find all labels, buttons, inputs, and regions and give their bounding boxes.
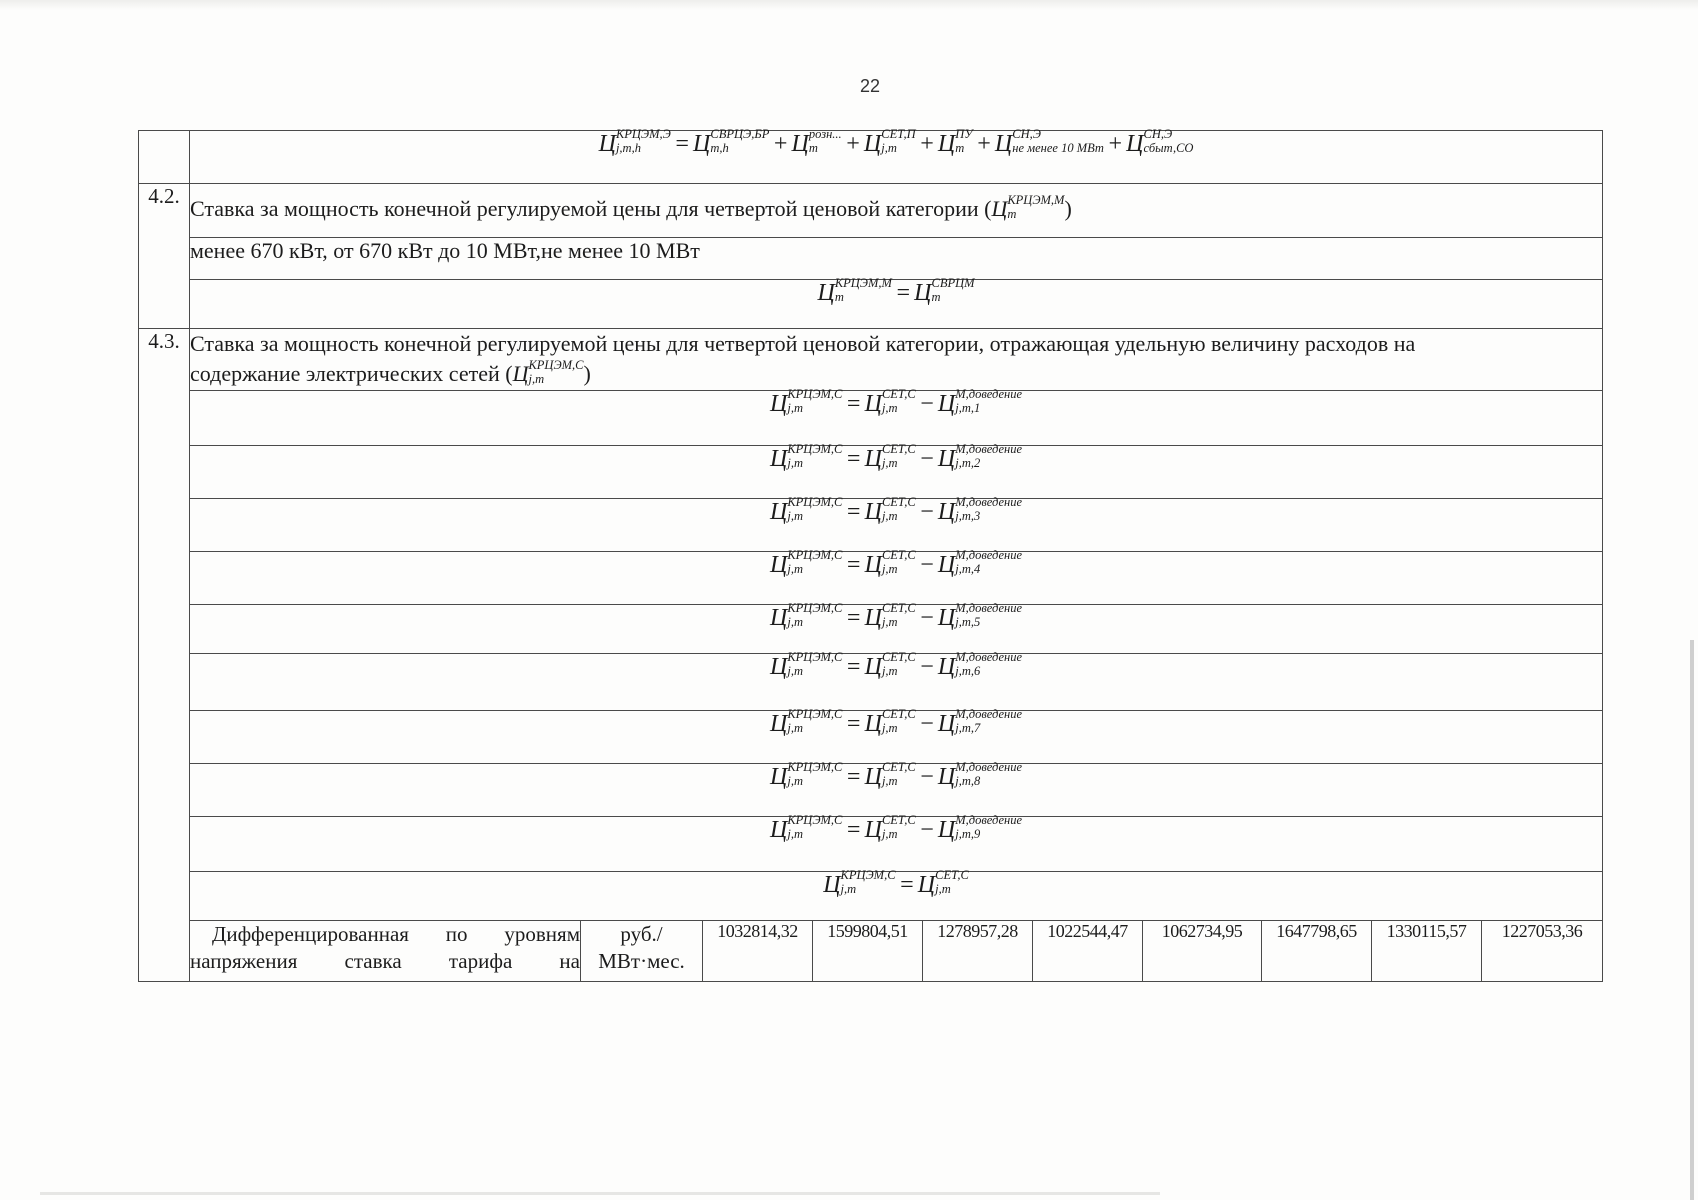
symbol-subscript: m,h: [710, 141, 729, 156]
tariff-value: 1022544,47: [1033, 920, 1143, 981]
symbol-superscript: КРЦЭМ,С: [787, 387, 843, 402]
table-row: [139, 445, 1603, 498]
symbol-scripts: [882, 548, 916, 576]
formula-symbol: [937, 650, 1023, 680]
symbol-superscript: СЕТ,С: [881, 601, 916, 616]
symbol-subscript: m: [834, 290, 844, 305]
symbol-scripts: [787, 548, 842, 576]
symbol-scripts: [616, 127, 671, 155]
formula-operator: −: [918, 390, 935, 417]
symbol-superscript: КРЦЭМ,М: [1007, 192, 1065, 207]
scan-right-edge: [1690, 640, 1694, 1200]
symbol-base: Ц: [991, 196, 1008, 221]
symbol-superscript: КРЦЭМ,Э: [615, 127, 671, 142]
section-heading-line2: содержание электрических сетей (: [190, 361, 513, 386]
symbol-base: Ц: [937, 498, 956, 525]
symbol-subscript: j,m,3: [955, 509, 981, 524]
formula-operator: −: [918, 604, 935, 631]
symbol-scripts: [955, 387, 1022, 415]
symbol-base: Ц: [994, 131, 1013, 157]
formula-operator: +: [844, 131, 861, 157]
formula-symbol: [770, 707, 843, 737]
symbol-subscript: j,m: [787, 562, 803, 577]
symbol-scripts: [955, 650, 1022, 678]
table-body: [139, 127, 1603, 982]
symbol-superscript: КРЦЭМ,С: [787, 495, 843, 510]
formula-symbol: [864, 813, 916, 843]
symbol-base: Ц: [770, 763, 788, 790]
symbol-subscript: j,m,h: [615, 141, 641, 156]
scan-top-edge: [0, 0, 1698, 10]
description-word: напряжения: [190, 948, 298, 973]
formula-operator: =: [845, 816, 862, 843]
symbol-superscript: КРЦЭМ,С: [787, 813, 843, 828]
formula-symbol: [864, 601, 916, 631]
description-line: [190, 921, 580, 948]
formula-symbol: [991, 192, 1065, 221]
symbol-scripts: [787, 387, 842, 415]
formula-operator: +: [772, 131, 789, 157]
symbol-scripts: [882, 650, 916, 678]
symbol-subscript: j,m,7: [955, 721, 981, 736]
symbol-base: Ц: [598, 131, 616, 157]
symbol-base: Ц: [937, 816, 956, 843]
symbol-scripts: [955, 495, 1022, 523]
symbol-superscript: М,доведение: [955, 548, 1023, 563]
formula-cell: [190, 813, 1603, 871]
table-row: [139, 871, 1603, 920]
formula-operator: =: [845, 763, 862, 790]
section-heading-close: ): [1064, 196, 1072, 221]
formula-symbol: [1126, 127, 1194, 157]
symbol-subscript: j,m: [881, 562, 898, 577]
table-row: [139, 184, 1603, 238]
symbol-superscript: СН,Э: [1012, 127, 1041, 142]
symbol-superscript: КРЦЭМ,С: [787, 760, 843, 775]
table-row: [139, 238, 1603, 280]
symbol-base: Ц: [791, 131, 809, 157]
formula-symbol: [770, 387, 843, 417]
symbol-base: Ц: [864, 445, 882, 472]
symbol-subscript: m: [808, 141, 818, 156]
formula-symbol: [864, 760, 916, 790]
symbol-superscript: КРЦЭМ,С: [787, 650, 843, 665]
symbol-subscript: j,m: [881, 141, 897, 156]
symbol-scripts: [955, 442, 1022, 470]
description-line: [190, 948, 580, 975]
row-number-empty: [139, 131, 190, 184]
formula-operator: −: [918, 551, 935, 578]
symbol-scripts: [787, 601, 842, 629]
formula-operator: +: [1106, 131, 1124, 157]
symbol-superscript: СЕТ,С: [881, 548, 916, 563]
tariff-value: 1330115,57: [1372, 920, 1482, 981]
formula-symbol: [693, 127, 770, 157]
symbol-scripts: [787, 442, 842, 470]
symbol-subscript: m: [955, 141, 965, 156]
formula-operator: +: [918, 131, 935, 157]
formula-operator: =: [845, 445, 862, 472]
formula-operator: −: [918, 653, 935, 680]
symbol-scripts: [787, 813, 842, 841]
symbol-subscript: j,m,6: [955, 664, 981, 679]
symbol-subscript: j,m: [881, 401, 898, 416]
symbol-scripts: [955, 760, 1022, 788]
description-word: тарифа: [448, 948, 513, 973]
formula-symbol: [864, 442, 916, 472]
formula-symbol: [937, 813, 1023, 843]
symbol-subscript: m: [1007, 206, 1017, 221]
symbol-scripts: [710, 127, 769, 155]
table-row: [139, 920, 1603, 981]
symbol-base: Ц: [864, 604, 882, 631]
symbol-superscript: СЕТ,С: [881, 442, 916, 457]
description-word: на: [559, 948, 580, 973]
symbol-superscript: СЕТ,П: [881, 127, 916, 142]
symbol-subscript: j,m,1: [955, 401, 981, 416]
formula-cell: [190, 548, 1603, 604]
formula-operator: =: [845, 710, 862, 737]
symbol-base: Ц: [917, 871, 936, 898]
formula-operator: =: [894, 280, 912, 306]
symbol-subscript: j,m,8: [955, 774, 981, 789]
symbol-subscript: j,m: [881, 509, 898, 524]
symbol-base: Ц: [864, 816, 882, 843]
symbol-base: Ц: [937, 390, 956, 417]
symbol-scripts: [809, 127, 842, 155]
symbol-scripts: [841, 868, 896, 896]
symbol-superscript: ПУ: [955, 127, 973, 142]
tariff-value: 1599804,51: [813, 920, 923, 981]
symbol-superscript: КРЦЭМ,С: [787, 601, 843, 616]
formula-operator: =: [845, 390, 862, 417]
symbol-superscript: СЕТ,С: [935, 868, 969, 883]
symbol-subscript: j,m,5: [955, 615, 981, 630]
symbol-scripts: [881, 127, 915, 155]
formula-symbol: [598, 127, 671, 157]
formula-operator: +: [975, 131, 992, 157]
symbol-base: Ц: [937, 653, 956, 680]
symbol-base: Ц: [864, 498, 882, 525]
formula-symbol: [864, 707, 916, 737]
symbol-scripts: [935, 868, 969, 896]
symbol-scripts: [787, 760, 842, 788]
formula-operator: −: [918, 763, 935, 790]
symbol-scripts: [882, 760, 916, 788]
formula-operator: −: [918, 445, 935, 472]
formula-symbol: [937, 707, 1023, 737]
table-row: [139, 604, 1603, 653]
symbol-base: Ц: [770, 445, 788, 472]
formula-symbol: [770, 495, 843, 525]
formula-symbol: [770, 442, 843, 472]
formula-symbol: [914, 276, 975, 306]
symbol-subscript: j,m: [787, 401, 803, 416]
symbol-subscript: j,m: [840, 882, 857, 897]
symbol-subscript: j,m: [881, 456, 898, 471]
section-heading-line1: Ставка за мощность конечной регулируемой цены для четвертой ценовой категории, отражающая удельную величину расходов на: [190, 331, 1416, 356]
tariff-table: [138, 127, 1603, 982]
symbol-subscript: j,m,2: [955, 456, 981, 471]
table-row: [139, 653, 1603, 710]
symbol-base: Ц: [864, 763, 882, 790]
symbol-scripts: [882, 707, 916, 735]
symbol-superscript: СВРЦЭ,БР: [710, 127, 770, 142]
table-row: [139, 280, 1603, 329]
symbol-superscript: М,доведение: [955, 442, 1023, 457]
table-row: [139, 329, 1603, 391]
symbol-scripts: [882, 813, 916, 841]
symbol-base: Ц: [864, 551, 882, 578]
formula-symbol: [864, 548, 916, 578]
section-heading: [190, 184, 1603, 238]
symbol-superscript: КРЦЭМ,С: [787, 707, 843, 722]
description-word: ставка: [344, 948, 402, 973]
symbol-superscript: розн...: [808, 127, 842, 142]
section-heading-text: Ставка за мощность конечной регулируемой цены для четвертой ценовой категории (: [190, 196, 992, 221]
formula-cell: [190, 601, 1603, 653]
symbol-base: Ц: [937, 131, 956, 157]
formula-cell: [190, 442, 1603, 498]
formula-symbol: [937, 495, 1023, 525]
tariff-description: [190, 920, 581, 981]
symbol-subscript: j,m: [881, 774, 898, 789]
formula-operator: =: [898, 871, 915, 898]
symbol-superscript: М,доведение: [955, 495, 1023, 510]
tariff-value: 1032814,32: [703, 920, 813, 981]
row-number: 4.3.: [139, 329, 190, 982]
symbol-scripts: [955, 707, 1022, 735]
formula-symbol: [823, 868, 896, 898]
symbol-subscript: j,m: [787, 721, 803, 736]
symbol-base: Ц: [512, 361, 529, 386]
symbol-superscript: СЕТ,С: [881, 707, 916, 722]
symbol-base: Ц: [937, 763, 956, 790]
symbol-base: Ц: [937, 604, 956, 631]
symbol-base: Ц: [693, 131, 711, 157]
description-word: по: [445, 921, 468, 946]
symbol-base: Ц: [864, 653, 882, 680]
formula-symbol: [512, 357, 584, 386]
formula-symbol: [864, 387, 916, 417]
formula-symbol: [937, 601, 1023, 631]
formula-operator: −: [918, 710, 935, 737]
formula-operator: −: [918, 816, 935, 843]
symbol-subscript: j,m: [881, 721, 898, 736]
tariff-value: 1062734,95: [1143, 920, 1262, 981]
symbol-subscript: j,m: [787, 509, 803, 524]
symbol-base: Ц: [863, 131, 882, 157]
symbol-subscript: j,m: [787, 664, 803, 679]
table-row: [139, 816, 1603, 871]
tariff-value: 1647798,65: [1262, 920, 1372, 981]
symbol-base: Ц: [770, 604, 788, 631]
symbol-subscript: не менее 10 МВт: [1012, 141, 1104, 156]
symbol-base: Ц: [864, 390, 882, 417]
formula-cell: [190, 707, 1603, 763]
symbol-scripts: [882, 601, 916, 629]
table-row: [139, 390, 1603, 445]
formula-symbol: [937, 387, 1023, 417]
section-heading: [190, 329, 1603, 391]
symbol-subscript: j,m: [787, 615, 803, 630]
heading-symbol: [991, 192, 1065, 221]
symbol-base: Ц: [770, 551, 788, 578]
symbol-scripts: [955, 548, 1022, 576]
symbol-scripts: [955, 127, 972, 155]
symbol-subscript: j,m: [881, 615, 898, 630]
symbol-subscript: сбыт,СО: [1143, 141, 1194, 156]
table-row: [139, 710, 1603, 763]
symbol-superscript: КРЦЭМ,С: [787, 548, 843, 563]
symbol-superscript: КРЦЭМ,С: [528, 357, 584, 372]
symbol-base: Ц: [770, 498, 788, 525]
symbol-scripts: [1143, 127, 1193, 155]
symbol-subscript: m: [931, 290, 941, 305]
formula-cell: [190, 868, 1603, 920]
symbol-superscript: М,доведение: [955, 760, 1023, 775]
formula-symbol: [917, 868, 969, 898]
page-number: 22: [859, 76, 881, 96]
symbol-base: Ц: [914, 280, 932, 306]
symbol-subscript: j,m: [787, 827, 803, 842]
symbol-scripts: [882, 442, 916, 470]
symbol-base: Ц: [937, 710, 956, 737]
symbol-scripts: [787, 707, 842, 735]
table-row: [139, 763, 1603, 816]
symbol-base: Ц: [817, 280, 835, 306]
section-heading-close: ): [583, 361, 591, 386]
formula-symbol: [791, 127, 842, 157]
formula-symbol: [770, 650, 843, 680]
symbol-superscript: М,доведение: [955, 707, 1023, 722]
table-row: [139, 498, 1603, 551]
symbol-scripts: [882, 495, 916, 523]
symbol-subscript: j,m: [881, 827, 898, 842]
symbol-scripts: [955, 813, 1022, 841]
formula-symbol: [937, 548, 1023, 578]
symbol-base: Ц: [1126, 131, 1144, 157]
symbol-scripts: [955, 601, 1022, 629]
symbol-superscript: СЕТ,С: [881, 495, 916, 510]
symbol-scripts: [1012, 127, 1104, 155]
formula-operator: −: [918, 498, 935, 525]
formula-operator: =: [845, 498, 862, 525]
symbol-superscript: М,доведение: [955, 387, 1023, 402]
symbol-superscript: М,доведение: [955, 813, 1023, 828]
symbol-subscript: j,m: [787, 456, 803, 471]
tariff-value: 1278957,28: [923, 920, 1033, 981]
symbol-base: Ц: [770, 390, 788, 417]
power-range-text: менее 670 кВт, от 670 кВт до 10 МВт,не менее 10 МВт: [190, 238, 1603, 280]
symbol-base: Ц: [937, 445, 956, 472]
formula-cell: [190, 276, 1603, 329]
formula-symbol: [937, 442, 1023, 472]
formula-symbol: [864, 495, 916, 525]
symbol-subscript: j,m: [528, 371, 545, 386]
symbol-scripts: [835, 276, 892, 304]
symbol-base: Ц: [770, 653, 788, 680]
formula-symbol: [994, 127, 1104, 157]
symbol-superscript: КРЦЭМ,С: [787, 442, 843, 457]
symbol-base: Ц: [770, 816, 788, 843]
formula-operator: =: [845, 551, 862, 578]
symbol-superscript: М,доведение: [955, 650, 1023, 665]
description-word: Дифференцированная: [212, 921, 409, 946]
symbol-subscript: j,m: [787, 774, 803, 789]
symbol-superscript: СВРЦМ: [931, 276, 975, 291]
description-word: уровням: [504, 921, 580, 946]
formula-symbol: [937, 760, 1023, 790]
symbol-scripts: [787, 650, 842, 678]
formula-cell: [190, 760, 1603, 816]
symbol-scripts: [1007, 193, 1064, 221]
symbol-scripts: [932, 276, 975, 304]
symbol-superscript: СЕТ,С: [881, 760, 916, 775]
symbol-scripts: [882, 387, 916, 415]
formula-cell: [190, 127, 1603, 184]
formula-cell: [190, 650, 1603, 710]
symbol-base: Ц: [823, 871, 841, 898]
tariff-value: 1227053,36: [1482, 920, 1603, 981]
symbol-superscript: СЕТ,С: [881, 650, 916, 665]
symbol-superscript: СН,Э: [1143, 127, 1173, 142]
formula-symbol: [863, 127, 916, 157]
formula-symbol: [770, 548, 843, 578]
unit-cell: [581, 920, 703, 981]
formula-cell: [190, 495, 1603, 551]
symbol-superscript: М,доведение: [955, 601, 1023, 616]
symbol-subscript: j,m: [935, 882, 951, 897]
formula-symbol: [770, 813, 843, 843]
symbol-scripts: [528, 358, 583, 386]
symbol-subscript: j,m: [881, 664, 898, 679]
symbol-scripts: [787, 495, 842, 523]
scan-bottom-edge: [40, 1192, 1160, 1195]
unit-line: руб./: [620, 921, 663, 946]
symbol-subscript: j,m,4: [955, 562, 981, 577]
formula-symbol: [770, 601, 843, 631]
symbol-superscript: СЕТ,С: [881, 813, 916, 828]
row-number: 4.2.: [139, 184, 190, 329]
symbol-superscript: КРЦЭМ,М: [834, 276, 892, 291]
formula-symbol: [770, 760, 843, 790]
symbol-superscript: КРЦЭМ,С: [840, 868, 896, 883]
formula-symbol: [817, 276, 892, 306]
formula-symbol: [937, 127, 973, 157]
table-row: [139, 551, 1603, 604]
formula-symbol: [864, 650, 916, 680]
symbol-subscript: j,m,9: [955, 827, 981, 842]
formula-operator: =: [673, 131, 691, 157]
symbol-base: Ц: [770, 710, 788, 737]
symbol-superscript: СЕТ,С: [881, 387, 916, 402]
unit-line: МВт·мес.: [598, 948, 685, 973]
formula-operator: =: [845, 653, 862, 680]
heading-symbol: [512, 357, 584, 386]
symbol-base: Ц: [937, 551, 956, 578]
symbol-base: Ц: [864, 710, 882, 737]
table-row: [139, 131, 1603, 184]
formula-operator: =: [845, 604, 862, 631]
formula-cell: [190, 387, 1603, 445]
